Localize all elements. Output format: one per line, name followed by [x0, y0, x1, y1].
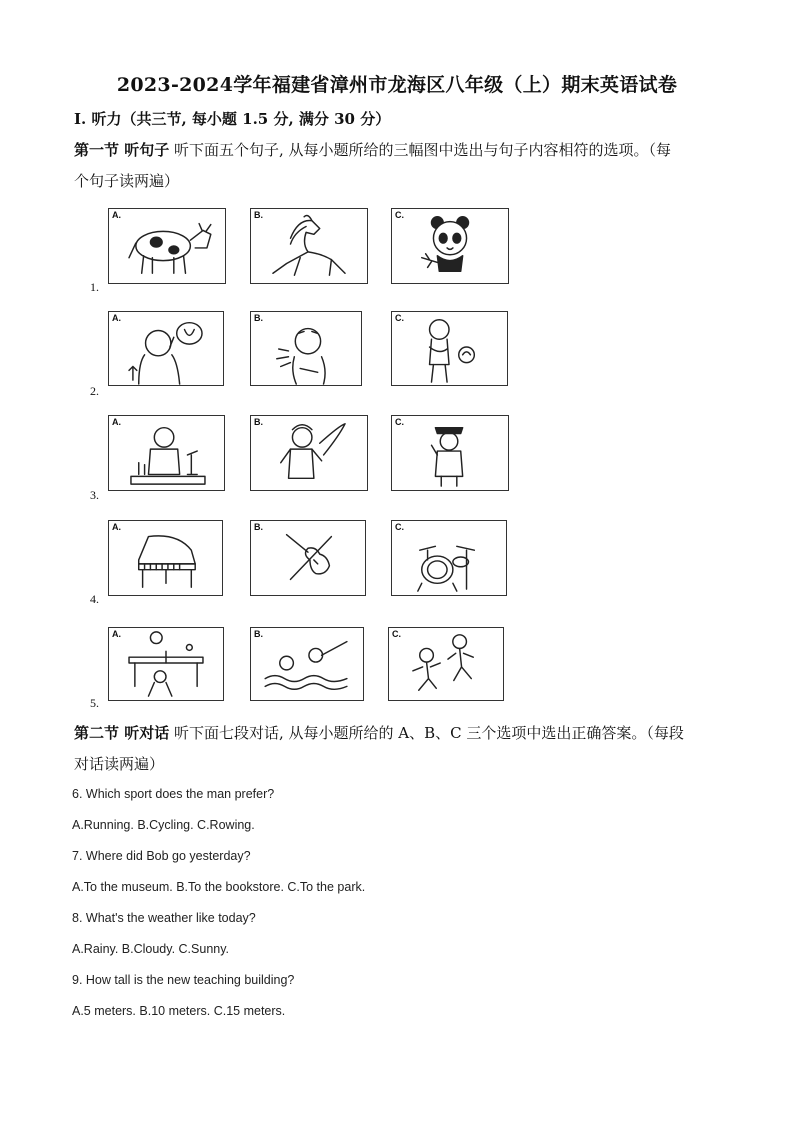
cow-icon [109, 209, 225, 283]
stomachache-icon [392, 312, 507, 385]
option-picture[interactable]: C. [391, 415, 509, 491]
option-picture[interactable]: C. [391, 311, 508, 386]
option-picture[interactable]: A. [108, 627, 224, 701]
astronaut-icon [251, 416, 367, 490]
horse-icon [251, 209, 367, 283]
question-number: 5. [90, 696, 99, 710]
skating-icon [389, 628, 503, 700]
question-7-options: A.To the museum. B.To the bookstore. C.To the park. [72, 880, 366, 894]
question-8-options: A.Rainy. B.Cloudy. C.Sunny. [72, 942, 230, 956]
option-picture[interactable]: B. [250, 520, 366, 596]
section2-heading: 第二节 听对话 [74, 724, 170, 742]
ping-pong-icon [109, 628, 223, 700]
question-9-options: A.5 meters. B.10 meters. C.15 meters. [72, 1004, 286, 1018]
question-6-options: A.Running. B.Cycling. C.Rowing. [72, 818, 255, 832]
option-picture[interactable]: A. [108, 415, 225, 491]
option-picture[interactable]: B. [250, 415, 368, 491]
option-picture[interactable]: A. [108, 208, 226, 284]
section1-heading: 第一节 听句子 [74, 141, 170, 159]
question-9: 9. How tall is the new teaching building? [72, 973, 295, 987]
question-7: 7. Where did Bob go yesterday? [72, 849, 251, 863]
question-number: 1. [90, 280, 99, 294]
section1-instruction-text: 听下面五个句子, 从每小题所给的三幅图中选出与句子内容相符的选项。（每 [169, 141, 672, 159]
option-picture[interactable]: B. [250, 627, 364, 701]
police-officer-icon [392, 416, 508, 490]
scientist-icon [109, 416, 224, 490]
question-number: 2. [90, 384, 99, 398]
violin-icon [251, 521, 365, 595]
option-picture[interactable]: A. [108, 520, 223, 596]
drums-icon [392, 521, 506, 595]
part1-heading: Ⅰ. 听力（共三节, 每小题 1.5 分, 满分 30 分） [74, 110, 391, 128]
question-6: 6. Which sport does the man prefer? [72, 787, 275, 801]
option-picture[interactable]: C. [391, 520, 507, 596]
option-picture[interactable]: C. [391, 208, 509, 284]
question-number: 3. [90, 488, 99, 502]
section2-instruction-cont: 对话读两遍） [74, 755, 165, 773]
option-picture[interactable]: C. [388, 627, 504, 701]
option-picture[interactable]: A. [108, 311, 224, 386]
question-number: 4. [90, 592, 99, 606]
toothache-icon [109, 312, 223, 385]
piano-icon [109, 521, 222, 595]
section1-instruction-cont: 个句子读两遍） [74, 172, 180, 190]
section1-instruction [74, 139, 671, 160]
option-picture[interactable]: B. [250, 208, 368, 284]
option-picture[interactable]: B. [250, 311, 362, 386]
cough-icon [251, 312, 361, 385]
question-8: 8. What's the weather like today? [72, 911, 256, 925]
panda-icon [392, 209, 508, 283]
swimming-icon [251, 628, 363, 700]
section2-instruction [74, 722, 684, 743]
section2-instruction-text: 听下面七段对话, 从每小题所给的 A、B、C 三个选项中选出正确答案。（每段 [169, 724, 684, 742]
page-title: 2023-2024学年福建省漳州市龙海区八年级（上）期末英语试卷 [116, 74, 678, 96]
